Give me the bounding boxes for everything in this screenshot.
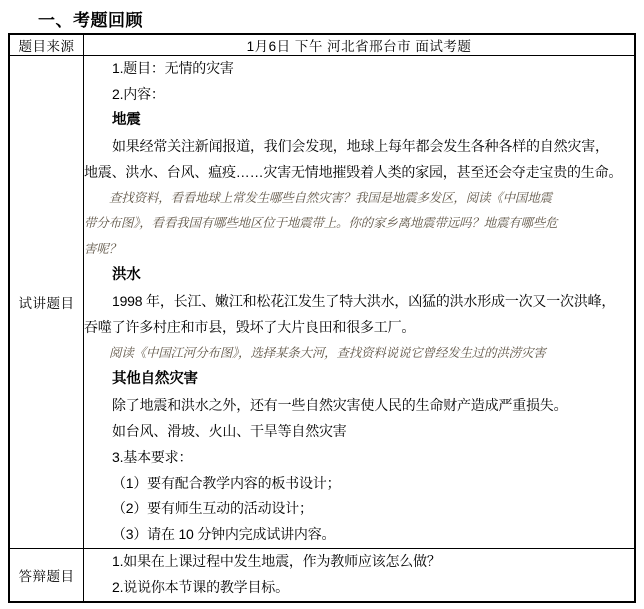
content-line: 害呢？ bbox=[84, 242, 121, 257]
content-line: 2.内容： bbox=[112, 85, 165, 102]
content-line: 1.如果在上课过程中发生地震，作为教师应该怎么做？ bbox=[112, 553, 441, 570]
lecture-content bbox=[84, 56, 636, 549]
content-line: 带分布图》，看看我国有哪些地区位于地震带上。你的家乡离地震带远吗？地震有哪些危 bbox=[84, 216, 558, 231]
row-label-source: 题目来源 bbox=[9, 34, 84, 56]
content-line: （3）请在 10 分钟内完成试讲内容。 bbox=[112, 526, 336, 543]
content-line: 如台风、滑坡、火山、干旱等自然灾害 bbox=[112, 422, 347, 439]
content-line: 3.基本要求： bbox=[112, 448, 193, 465]
table-row-lecture bbox=[9, 56, 635, 549]
content-line: （2）要有师生互动的活动设计； bbox=[112, 500, 313, 517]
defense-content bbox=[84, 549, 636, 602]
content-line: 阅读《中国江河分布图》，选择某条大河，查找资料说说它曾经发生过的洪涝灾害 bbox=[109, 345, 546, 360]
table-row-defense bbox=[9, 549, 635, 602]
content-line: （1）要有配合教学内容的板书设计； bbox=[112, 474, 341, 491]
content-line: 吞噬了许多村庄和市县，毁坏了大片良田和很多工厂。 bbox=[84, 319, 416, 336]
content-line: 除了地震和洪水之外，还有一些自然灾害使人民的生命财产造成严重损失。 bbox=[112, 396, 568, 413]
row-label-defense: 答辩题目 bbox=[9, 549, 84, 602]
content-line: 1.题目：无情的灾害 bbox=[112, 60, 234, 76]
table-row-source bbox=[9, 34, 635, 56]
exam-review-table bbox=[8, 33, 636, 603]
content-line: 如果经常关注新闻报道，我们会发现，地球上每年都会发生各种各样的自然灾害， bbox=[112, 137, 609, 154]
content-line: 2.说说你本节课的教学目标。 bbox=[112, 579, 289, 596]
content-line: 地震 bbox=[112, 111, 141, 128]
content-line: 查找资料，看看地球上常发生哪些自然灾害？我国是地震多发区，阅读《中国地震 bbox=[109, 190, 552, 205]
content-line: 1998 年，长江、嫩江和松花江发生了特大洪水，凶猛的洪水形成一次又一次洪峰， bbox=[112, 293, 616, 310]
content-line: 洪水 bbox=[112, 267, 141, 284]
content-line: 地震、洪水、台风、瘟疫……灾害无情地摧毁着人类的家园，甚至还会夺走宝贵的生命。 bbox=[84, 163, 623, 180]
row-label-lecture: 试讲题目 bbox=[9, 56, 84, 549]
content-line: 其他自然灾害 bbox=[112, 370, 198, 387]
page-title: 一、考题回顾 bbox=[38, 11, 143, 30]
source-value: 1月6日 下午 河北省邢台市 面试考题 bbox=[84, 34, 636, 56]
